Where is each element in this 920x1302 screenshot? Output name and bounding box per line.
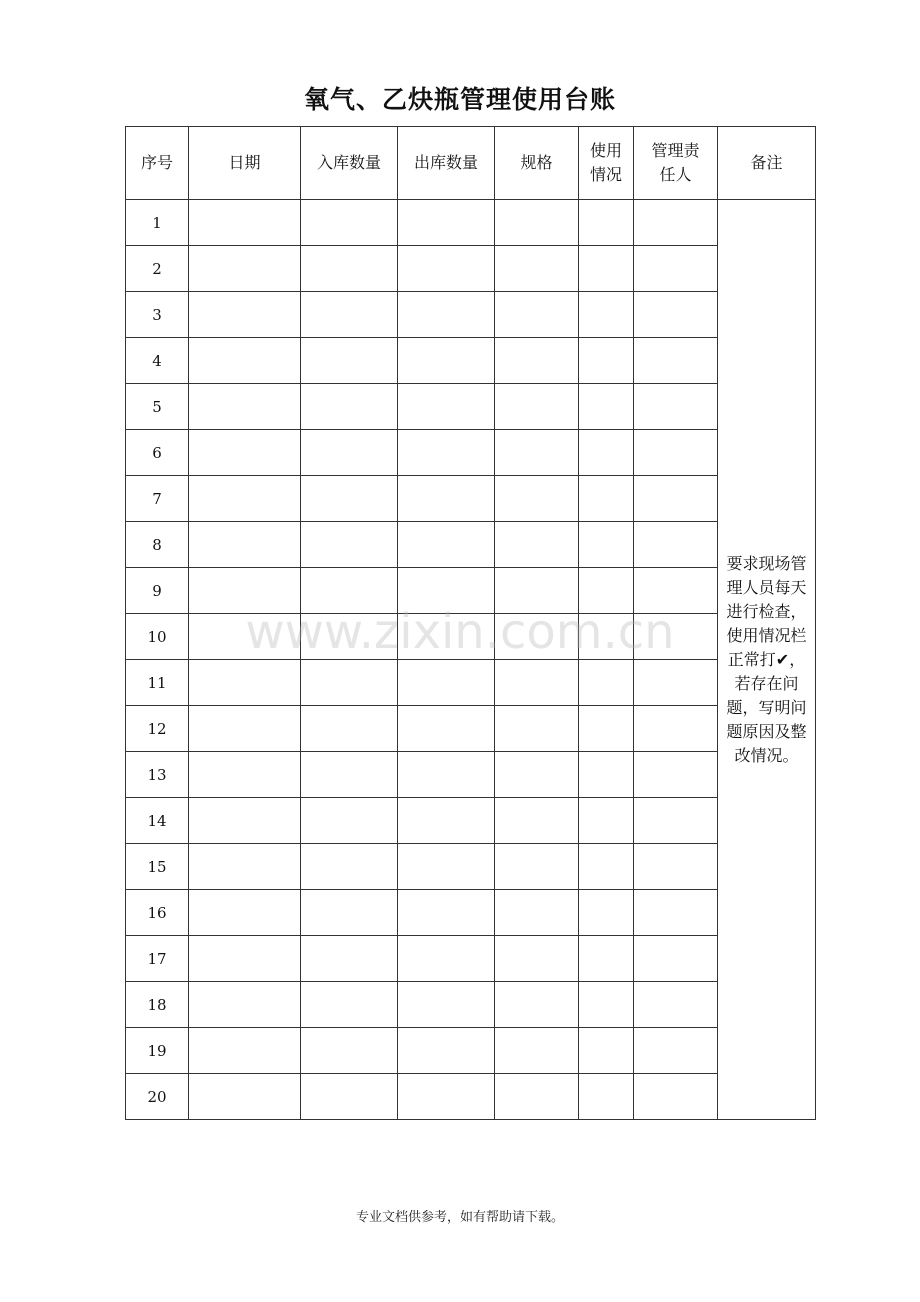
- date-cell[interactable]: [189, 476, 301, 522]
- manager-cell[interactable]: [634, 660, 718, 706]
- ledger-body: [126, 200, 816, 1120]
- usage-cell[interactable]: [579, 936, 634, 982]
- serial-cell: 8: [126, 522, 189, 568]
- table-row: [126, 752, 816, 798]
- usage-cell[interactable]: [579, 982, 634, 1028]
- manager-cell[interactable]: [634, 614, 718, 660]
- usage-cell[interactable]: [579, 890, 634, 936]
- header-manager: [634, 127, 718, 200]
- header-stock-out: 出库数量: [398, 127, 495, 200]
- stock-in-cell[interactable]: [301, 522, 398, 568]
- manager-cell[interactable]: [634, 384, 718, 430]
- date-cell[interactable]: [189, 982, 301, 1028]
- date-cell[interactable]: [189, 246, 301, 292]
- table-row: [126, 982, 816, 1028]
- spec-cell[interactable]: [495, 1028, 579, 1074]
- stock-in-cell[interactable]: [301, 1074, 398, 1120]
- table-row: [126, 476, 816, 522]
- spec-cell[interactable]: [495, 844, 579, 890]
- manager-cell[interactable]: [634, 246, 718, 292]
- stock-in-cell[interactable]: [301, 292, 398, 338]
- spec-cell[interactable]: [495, 476, 579, 522]
- stock-out-cell[interactable]: [398, 1028, 495, 1074]
- stock-out-cell[interactable]: [398, 522, 495, 568]
- usage-cell[interactable]: [579, 752, 634, 798]
- usage-cell[interactable]: [579, 798, 634, 844]
- date-cell[interactable]: [189, 200, 301, 246]
- date-cell[interactable]: [189, 338, 301, 384]
- table-row: [126, 614, 816, 660]
- usage-cell[interactable]: [579, 476, 634, 522]
- usage-cell[interactable]: [579, 384, 634, 430]
- stock-out-cell[interactable]: [398, 660, 495, 706]
- stock-in-cell[interactable]: [301, 936, 398, 982]
- header-date: 日期: [189, 127, 301, 200]
- spec-cell[interactable]: [495, 292, 579, 338]
- date-cell[interactable]: [189, 522, 301, 568]
- date-cell[interactable]: [189, 1028, 301, 1074]
- header-manager-text: 管理责任人: [651, 141, 700, 184]
- serial-cell: 5: [126, 384, 189, 430]
- manager-cell[interactable]: [634, 936, 718, 982]
- spec-cell[interactable]: [495, 522, 579, 568]
- stock-in-cell[interactable]: [301, 430, 398, 476]
- stock-out-cell[interactable]: [398, 752, 495, 798]
- document-title: 氧气、乙炔瓶管理使用台账: [303, 85, 616, 114]
- usage-cell[interactable]: [579, 844, 634, 890]
- serial-cell: 16: [126, 890, 189, 936]
- usage-cell[interactable]: [579, 338, 634, 384]
- table-row: [126, 522, 816, 568]
- serial-cell: 12: [126, 706, 189, 752]
- stock-in-cell[interactable]: [301, 246, 398, 292]
- date-cell[interactable]: [189, 890, 301, 936]
- usage-cell[interactable]: [579, 292, 634, 338]
- usage-cell[interactable]: [579, 430, 634, 476]
- stock-out-cell[interactable]: [398, 844, 495, 890]
- date-cell[interactable]: [189, 430, 301, 476]
- serial-cell: 18: [126, 982, 189, 1028]
- remark-cell: 要求现场管理人员每天进行检查，使用情况栏正常打✔，若存在问题，写明问题原因及整改情况。: [718, 200, 816, 1120]
- date-cell[interactable]: [189, 292, 301, 338]
- date-cell[interactable]: [189, 844, 301, 890]
- manager-cell[interactable]: [634, 798, 718, 844]
- table-row: [126, 430, 816, 476]
- manager-cell[interactable]: [634, 522, 718, 568]
- stock-out-cell[interactable]: [398, 706, 495, 752]
- stock-in-cell[interactable]: [301, 660, 398, 706]
- stock-in-cell[interactable]: [301, 338, 398, 384]
- serial-cell: 9: [126, 568, 189, 614]
- header-usage: [579, 127, 634, 200]
- manager-cell[interactable]: [634, 844, 718, 890]
- spec-cell[interactable]: [495, 752, 579, 798]
- serial-cell: 20: [126, 1074, 189, 1120]
- manager-cell[interactable]: [634, 982, 718, 1028]
- manager-cell[interactable]: [634, 338, 718, 384]
- table-row: [126, 706, 816, 752]
- table-row: [126, 246, 816, 292]
- stock-in-cell[interactable]: [301, 476, 398, 522]
- ledger-table: [125, 126, 816, 1120]
- table-row: [126, 798, 816, 844]
- table-row: [126, 1074, 816, 1120]
- serial-cell: 13: [126, 752, 189, 798]
- date-cell[interactable]: [189, 614, 301, 660]
- serial-cell: 4: [126, 338, 189, 384]
- table-row: [126, 384, 816, 430]
- table-row: [126, 936, 816, 982]
- table-row: [126, 338, 816, 384]
- serial-cell: 14: [126, 798, 189, 844]
- header-stock-in: 入库数量: [301, 127, 398, 200]
- spec-cell[interactable]: [495, 1074, 579, 1120]
- usage-cell[interactable]: [579, 706, 634, 752]
- manager-cell[interactable]: [634, 430, 718, 476]
- stock-in-cell[interactable]: [301, 706, 398, 752]
- stock-out-cell[interactable]: [398, 338, 495, 384]
- table-row: [126, 292, 816, 338]
- spec-cell[interactable]: [495, 200, 579, 246]
- usage-cell[interactable]: [579, 614, 634, 660]
- stock-out-cell[interactable]: [398, 568, 495, 614]
- header-serial: 序号: [126, 127, 189, 200]
- manager-cell[interactable]: [634, 752, 718, 798]
- manager-cell[interactable]: [634, 1074, 718, 1120]
- usage-cell[interactable]: [579, 1028, 634, 1074]
- stock-out-cell[interactable]: [398, 1074, 495, 1120]
- usage-cell[interactable]: [579, 660, 634, 706]
- header-spec: 规格: [495, 127, 579, 200]
- manager-cell[interactable]: [634, 890, 718, 936]
- date-cell[interactable]: [189, 752, 301, 798]
- spec-cell[interactable]: [495, 982, 579, 1028]
- date-cell[interactable]: [189, 706, 301, 752]
- usage-cell[interactable]: [579, 200, 634, 246]
- stock-in-cell[interactable]: [301, 890, 398, 936]
- date-cell[interactable]: [189, 936, 301, 982]
- stock-out-cell[interactable]: [398, 384, 495, 430]
- manager-cell[interactable]: [634, 1028, 718, 1074]
- spec-cell[interactable]: [495, 660, 579, 706]
- serial-cell: 10: [126, 614, 189, 660]
- stock-in-cell[interactable]: [301, 384, 398, 430]
- manager-cell[interactable]: [634, 292, 718, 338]
- table-row: [126, 568, 816, 614]
- header-remark: 备注: [718, 127, 816, 200]
- watermark: www.zixin.com.cn: [245, 604, 675, 660]
- stock-in-cell[interactable]: [301, 1028, 398, 1074]
- table-row: [126, 200, 816, 246]
- serial-cell: 7: [126, 476, 189, 522]
- table-row: [126, 1028, 816, 1074]
- date-cell[interactable]: [189, 568, 301, 614]
- spec-cell[interactable]: [495, 936, 579, 982]
- footer-note: 专业文档供参考，如有帮助请下载。: [355, 1210, 564, 1225]
- stock-in-cell[interactable]: [301, 798, 398, 844]
- stock-in-cell[interactable]: [301, 614, 398, 660]
- table-row: [126, 844, 816, 890]
- date-cell[interactable]: [189, 1074, 301, 1120]
- spec-cell[interactable]: [495, 430, 579, 476]
- table-row: [126, 660, 816, 706]
- stock-out-cell[interactable]: [398, 292, 495, 338]
- serial-cell: 15: [126, 844, 189, 890]
- manager-cell[interactable]: [634, 476, 718, 522]
- stock-out-cell[interactable]: [398, 936, 495, 982]
- spec-cell[interactable]: [495, 890, 579, 936]
- stock-in-cell[interactable]: [301, 752, 398, 798]
- date-cell[interactable]: [189, 660, 301, 706]
- spec-cell[interactable]: [495, 246, 579, 292]
- stock-out-cell[interactable]: [398, 430, 495, 476]
- manager-cell[interactable]: [634, 706, 718, 752]
- stock-out-cell[interactable]: [398, 246, 495, 292]
- stock-out-cell[interactable]: [398, 476, 495, 522]
- stock-in-cell[interactable]: [301, 982, 398, 1028]
- stock-in-cell[interactable]: [301, 844, 398, 890]
- serial-cell: 17: [126, 936, 189, 982]
- stock-in-cell[interactable]: [301, 200, 398, 246]
- usage-cell[interactable]: [579, 246, 634, 292]
- serial-cell: 2: [126, 246, 189, 292]
- usage-cell[interactable]: [579, 522, 634, 568]
- spec-cell[interactable]: [495, 614, 579, 660]
- stock-in-cell[interactable]: [301, 568, 398, 614]
- header-usage-text: 使用情况: [589, 141, 622, 184]
- stock-out-cell[interactable]: [398, 200, 495, 246]
- serial-cell: 1: [126, 200, 189, 246]
- spec-cell[interactable]: [495, 706, 579, 752]
- spec-cell[interactable]: [495, 798, 579, 844]
- stock-out-cell[interactable]: [398, 982, 495, 1028]
- spec-cell[interactable]: [495, 568, 579, 614]
- date-cell[interactable]: [189, 384, 301, 430]
- spec-cell[interactable]: [495, 338, 579, 384]
- spec-cell[interactable]: [495, 384, 579, 430]
- serial-cell: 11: [126, 660, 189, 706]
- serial-cell: 6: [126, 430, 189, 476]
- serial-cell: 19: [126, 1028, 189, 1074]
- usage-cell[interactable]: [579, 568, 634, 614]
- table-row: [126, 890, 816, 936]
- manager-cell[interactable]: [634, 200, 718, 246]
- stock-out-cell[interactable]: [398, 614, 495, 660]
- usage-cell[interactable]: [579, 1074, 634, 1120]
- stock-out-cell[interactable]: [398, 798, 495, 844]
- date-cell[interactable]: [189, 798, 301, 844]
- header-row: [126, 127, 816, 200]
- serial-cell: 3: [126, 292, 189, 338]
- manager-cell[interactable]: [634, 568, 718, 614]
- stock-out-cell[interactable]: [398, 890, 495, 936]
